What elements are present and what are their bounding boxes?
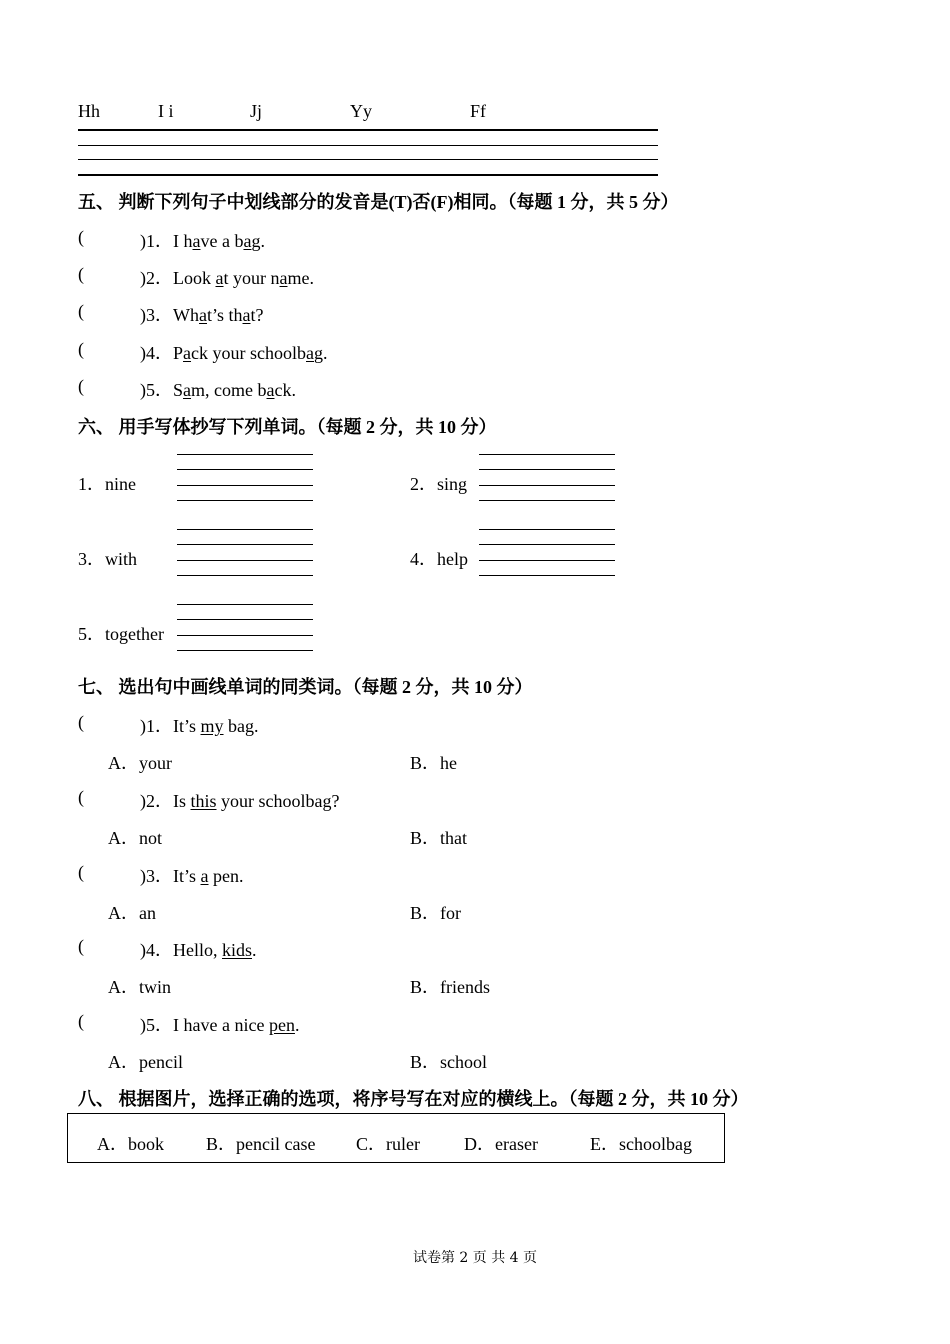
writing-line — [78, 159, 658, 160]
answer-paren: ( — [78, 862, 84, 882]
question-number: 5． — [146, 380, 173, 400]
option-schoolbag: E．schoolbag — [590, 1134, 692, 1154]
writing-line[interactable] — [177, 575, 313, 576]
option-pencil-case: B．pencil case — [206, 1134, 316, 1154]
option-a[interactable]: A．pencil — [108, 1052, 183, 1072]
option-a[interactable]: A．not — [108, 828, 162, 848]
question-number: 2． — [146, 268, 173, 288]
answer-paren: ( — [78, 264, 84, 284]
question-number: 3． — [146, 305, 173, 325]
option-ruler: C．ruler — [356, 1134, 420, 1154]
option-b[interactable]: B．that — [410, 828, 467, 848]
writing-line[interactable] — [177, 529, 313, 530]
section7-title: 七、 选出句中画线单词的同类词。（每题 2 分，共 10 分） — [78, 677, 533, 697]
answer-paren: ( — [78, 936, 84, 956]
copy-word-nine: 1．nine — [78, 474, 136, 494]
section6-title: 六、 用手写体抄写下列单词。（每题 2 分，共 10 分） — [78, 417, 497, 437]
letter-Ff: Ff — [470, 101, 487, 121]
section5-title: 五、 判断下列句子中划线部分的发音是(T)否(F)相同。（每题 1 分，共 5 分） — [78, 192, 679, 212]
answer-paren: ( — [78, 787, 84, 807]
copy-word-help: 4．help — [410, 549, 468, 569]
option-eraser: D．eraser — [464, 1134, 538, 1154]
writing-line[interactable] — [177, 454, 313, 455]
page-footer: 试卷第 2 页 共 4 页 — [412, 1250, 538, 1266]
letter-Jj: Jj — [250, 101, 263, 121]
option-b[interactable]: B．friends — [410, 977, 490, 997]
answer-paren: ( — [78, 712, 84, 732]
option-a[interactable]: A．twin — [108, 977, 171, 997]
letter-Hh: Hh — [78, 101, 100, 121]
answer-paren: ( — [78, 1011, 84, 1031]
writing-line[interactable] — [177, 560, 313, 561]
copy-word-together: 5．together — [78, 624, 164, 644]
writing-line[interactable] — [177, 500, 313, 501]
option-b[interactable]: B．school — [410, 1052, 488, 1072]
writing-line[interactable] — [177, 485, 313, 486]
writing-line[interactable] — [479, 560, 615, 561]
writing-line[interactable] — [479, 575, 615, 576]
option-b[interactable]: B．he — [410, 753, 457, 773]
writing-line[interactable] — [479, 544, 615, 545]
writing-line[interactable] — [177, 604, 313, 605]
copy-word-sing: 2．sing — [410, 474, 468, 494]
writing-line[interactable] — [177, 469, 313, 470]
answer-paren: ( — [78, 339, 84, 359]
copy-word-with: 3．with — [78, 549, 138, 569]
section8-title: 八、 根据图片，选择正确的选项，将序号写在对应的横线上。（每题 2 分，共 10 分） — [78, 1089, 749, 1109]
writing-line[interactable] — [177, 635, 313, 636]
writing-line — [78, 129, 658, 131]
writing-line[interactable] — [479, 469, 615, 470]
writing-line[interactable] — [479, 485, 615, 486]
writing-line[interactable] — [479, 500, 615, 501]
answer-paren: ( — [78, 301, 84, 321]
answer-paren: ( — [78, 227, 84, 247]
option-book: A．book — [97, 1134, 164, 1154]
answer-paren: ( — [78, 376, 84, 396]
question-number: 1． — [146, 231, 173, 251]
writing-line[interactable] — [177, 544, 313, 545]
writing-line[interactable] — [479, 529, 615, 530]
writing-line — [78, 174, 658, 176]
writing-line[interactable] — [177, 650, 313, 651]
option-b[interactable]: B．for — [410, 903, 461, 923]
writing-line — [78, 145, 658, 146]
writing-line[interactable] — [177, 619, 313, 620]
option-a[interactable]: A．your — [108, 753, 172, 773]
letter-Ii: I i — [158, 101, 174, 121]
letter-Yy: Yy — [350, 101, 372, 121]
question-number: 4． — [146, 343, 173, 363]
writing-line[interactable] — [479, 454, 615, 455]
option-a[interactable]: A．an — [108, 903, 156, 923]
